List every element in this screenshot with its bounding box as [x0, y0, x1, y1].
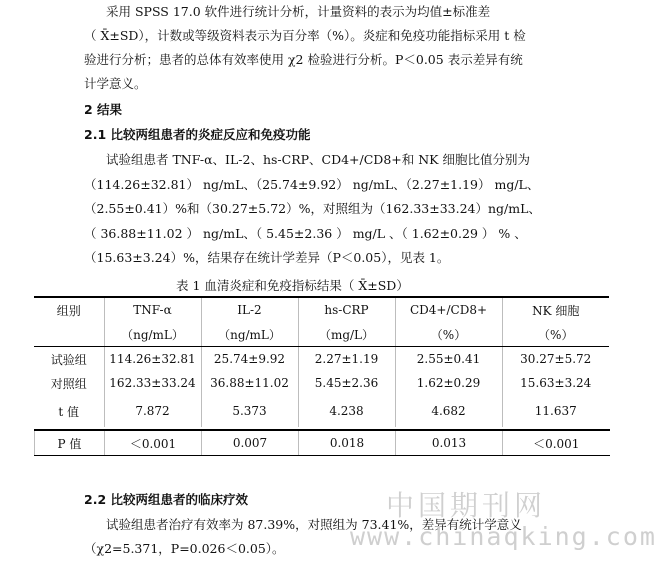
methods-line-4: 计学意义。: [84, 76, 147, 91]
table-row: [34, 395, 609, 427]
methods-line-1: 采用 SPSS 17.0 软件进行统计分析，计量资料的表示为均值±标准差: [106, 4, 491, 19]
methods-line-2: （ X̄±SD），计数或等级资料表示为百分率（%）。炎症和免疫功能指标采用 t 检: [84, 28, 526, 43]
unit-cd4cd8: （%）: [395, 322, 502, 347]
table-row: [34, 371, 609, 395]
table-cell: 1.62±0.29: [395, 371, 502, 395]
table-header-row: [34, 297, 609, 322]
table-cell: 36.88±11.02: [201, 371, 298, 395]
table-units-row: [34, 322, 609, 347]
header-hscrp: hs-CRP: [298, 297, 395, 322]
table-cell: 114.26±32.81: [104, 347, 201, 372]
efficacy-line-2: （χ2=5.371，P=0.026＜0.05）。: [84, 541, 285, 556]
header-nk: NK 细胞: [502, 297, 609, 322]
header-il2: IL-2: [201, 297, 298, 322]
table-cell: 2.27±1.19: [298, 347, 395, 372]
unit-il2: （ng/mL）: [201, 322, 298, 347]
table-cell: 2.55±0.41: [395, 347, 502, 372]
unit-hscrp: （mg/L）: [298, 322, 395, 347]
table-cell: 试验组: [34, 347, 104, 372]
table-cell: 5.373: [201, 395, 298, 427]
section-2-heading: 2 结果: [84, 102, 123, 117]
results-line-5: （15.63±3.24）%，结果存在统计学差异（P＜0.05），见表 1。: [84, 250, 450, 265]
table-cell: 对照组: [34, 371, 104, 395]
results-line-3: （2.55±0.41）%和（30.27±5.72）%，对照组为（162.33±33.24）ng/mL、: [84, 201, 541, 216]
table-cell: t 值: [34, 395, 104, 427]
table-row: [34, 347, 609, 372]
section-2-1-heading: 2.1 比较两组患者的炎症反应和免疫功能: [84, 127, 311, 142]
unit-nk: （%）: [502, 322, 609, 347]
table-cell: 25.74±9.92: [201, 347, 298, 372]
table-cell: ＜0.001: [503, 430, 610, 456]
header-cd4cd8: CD4+/CD8+: [395, 297, 502, 322]
unit-tnf: （ng/mL）: [104, 322, 201, 347]
watermark-cn: 中国期刊网: [386, 489, 547, 522]
table-caption: 表 1 血清炎症和免疫指标结果（ X̄±SD）: [176, 278, 409, 293]
table-cell: 0.013: [396, 430, 503, 456]
watermark-url: www.chinaqking.com: [350, 522, 657, 551]
section-2-2-heading: 2.2 比较两组患者的临床疗效: [84, 492, 248, 507]
efficacy-line-1: 试验组患者治疗有效率为 87.39%，对照组为 73.41%，差异有统计学意义: [106, 517, 522, 532]
header-tnf: TNF-α: [104, 297, 201, 322]
unit-group: [34, 322, 104, 347]
table-cell: ＜0.001: [105, 430, 202, 456]
results-table: [34, 296, 609, 427]
table-cell: 4.238: [298, 395, 395, 427]
table-cell: 30.27±5.72: [520, 352, 592, 366]
results-line-2: （114.26±32.81） ng/mL、（25.74±9.92） ng/mL、（2.27±1.19） mg/L、: [84, 177, 540, 192]
table-cell: 0.018: [299, 430, 396, 456]
table-cell: 162.33±33.24: [104, 371, 201, 395]
methods-line-3: 验进行分析；患者的总体有效率使用 χ2 检验进行分析。P＜0.05 表示差异有统: [84, 52, 523, 67]
results-line-4: （ 36.88±11.02 ） ng/mL、（ 5.45±2.36 ） mg/L 、（ 1.62±0.29 ） % 、: [84, 226, 527, 241]
table-cell: 4.682: [395, 395, 502, 427]
results-line-1: 试验组患者 TNF-α、IL-2、hs-CRP、CD4+/CD8+和 NK 细胞比值分别为: [106, 152, 530, 167]
table-cell: 5.45±2.36: [298, 371, 395, 395]
header-group: 组别: [34, 297, 104, 322]
table-cell: 0.007: [202, 430, 299, 456]
table-cell: 15.63±3.24: [520, 376, 592, 390]
table-cell: 7.872: [104, 395, 201, 427]
table-cell: 11.637: [534, 404, 577, 418]
p-value-table: [34, 429, 610, 456]
p-value-row: [35, 430, 610, 456]
table-cell: P 值: [35, 430, 105, 456]
